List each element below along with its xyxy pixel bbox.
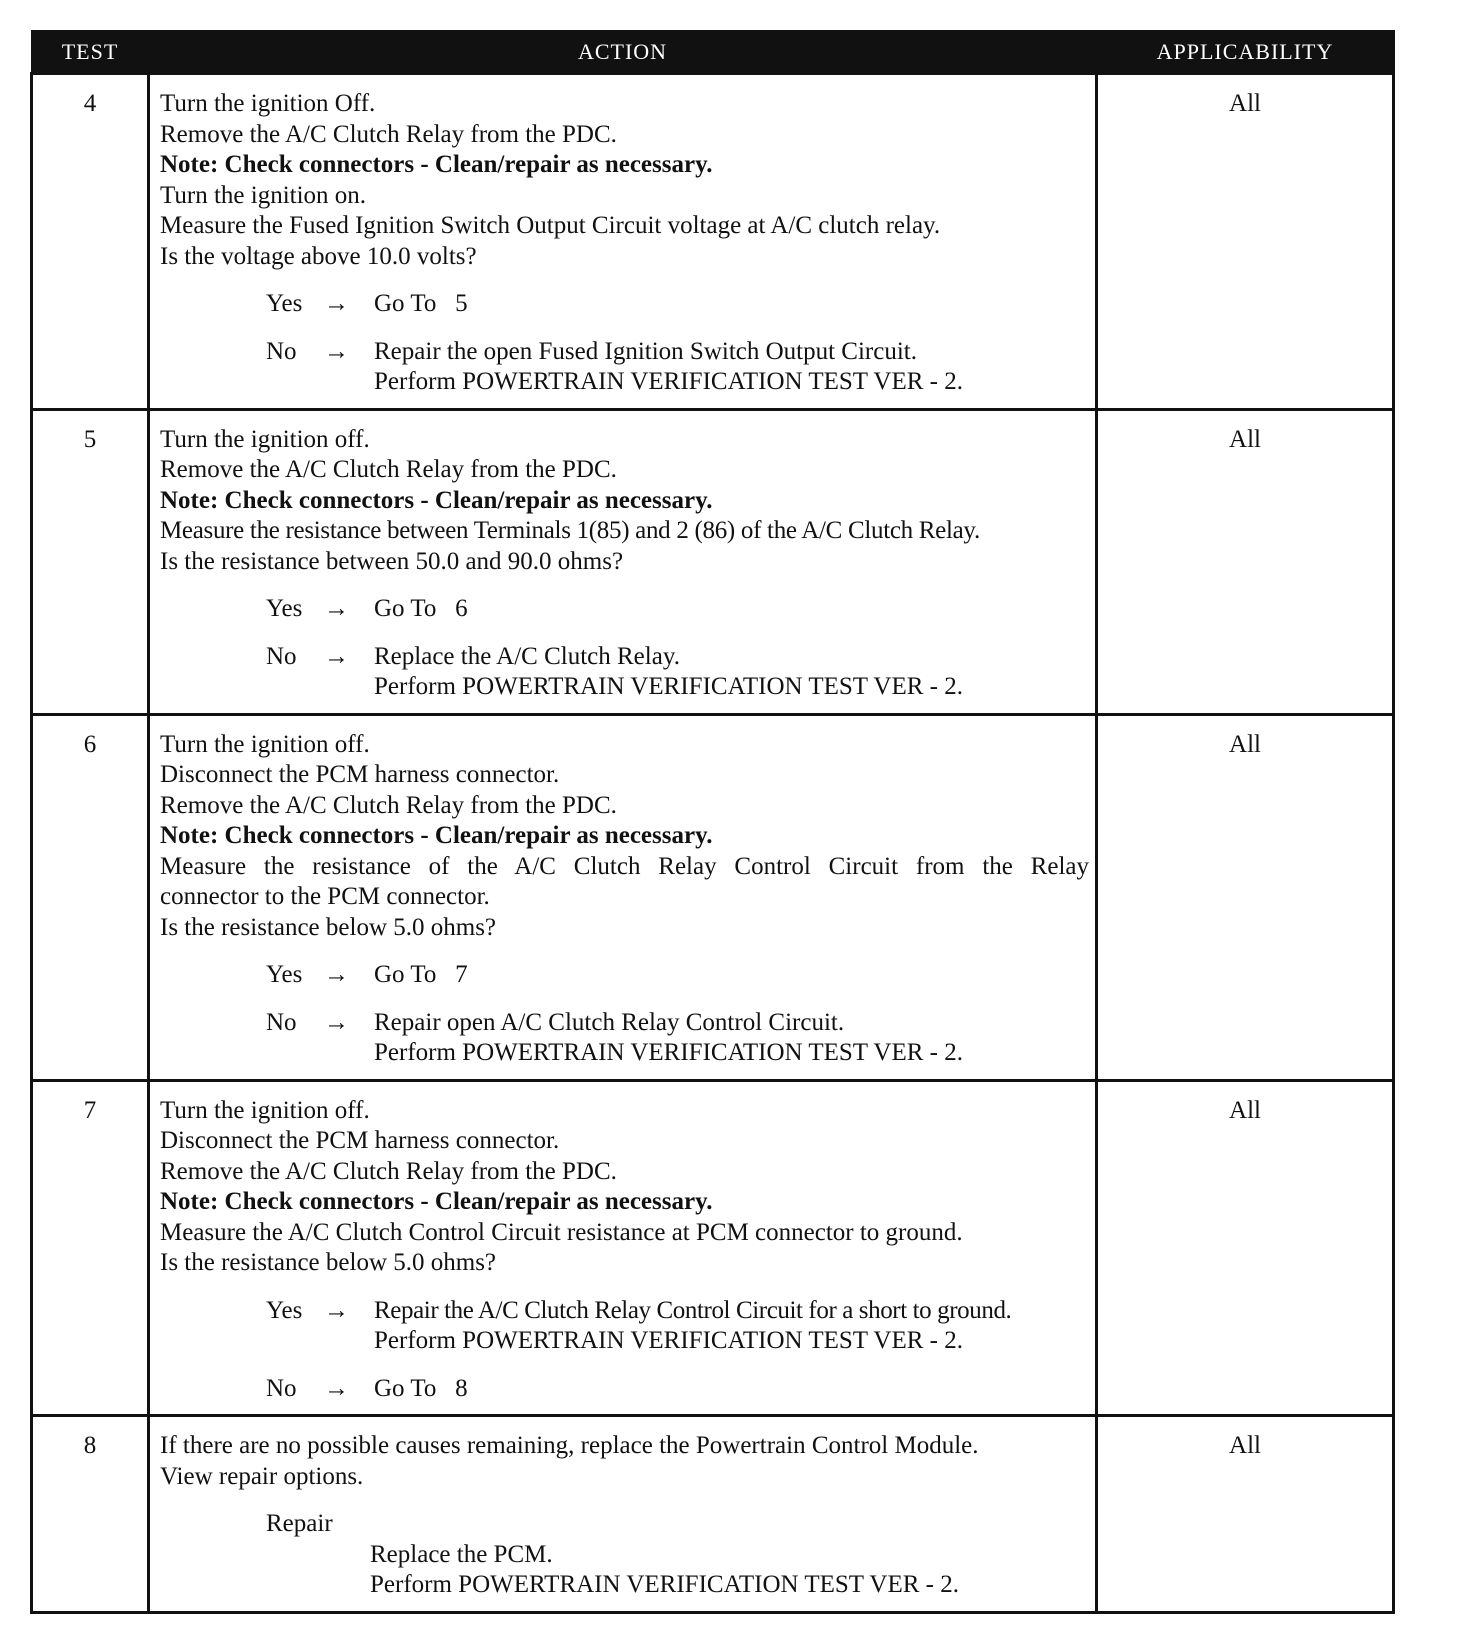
diagnostic-test-table [30, 30, 1395, 1614]
no-label: No [266, 1374, 297, 1402]
test-number: 6 [32, 714, 149, 1080]
action-line: Disconnect the PCM harness connector. [160, 1127, 560, 1154]
yes-result-line: Perform POWERTRAIN VERIFICATION TEST VER - 2. [374, 1327, 964, 1354]
action-cell [149, 74, 1097, 410]
arrow-icon: → [324, 1374, 349, 1402]
action-line: Turn the ignition off. [160, 425, 370, 453]
yes-label: Yes [266, 290, 303, 317]
repair-result-line: Replace the PCM. [370, 1540, 553, 1568]
action-line: Measure the resistance of the A/C Clutch Relay Control Circuit from the Relay [160, 852, 1089, 880]
repair-result-line: Perform POWERTRAIN VERIFICATION TEST VER - 2. [370, 1571, 960, 1598]
action-line: Measure the resistance between Terminals 1(85) and 2 (86) of the A/C Clutch Relay. [160, 517, 980, 544]
action-line: Remove the A/C Clutch Relay from the PDC. [160, 791, 617, 819]
table-row [32, 714, 1394, 1080]
test-number: 7 [32, 1080, 149, 1416]
no-label: No [266, 1008, 297, 1036]
action-line: Remove the A/C Clutch Relay from the PDC. [160, 120, 617, 148]
action-line: If there are no possible causes remaining, replace the Powertrain Control Module. [160, 1432, 979, 1459]
no-result-line: Perform POWERTRAIN VERIFICATION TEST VER - 2. [374, 368, 964, 395]
no-branch [266, 1374, 1089, 1405]
yes-result: Go To 7 [374, 961, 468, 988]
arrow-icon: → [324, 337, 349, 365]
arrow-icon: → [324, 290, 349, 317]
yes-label: Yes [266, 961, 303, 988]
yes-label: Yes [266, 595, 303, 622]
no-result-line: Replace the A/C Clutch Relay. [374, 642, 680, 670]
repair-label: Repair [266, 1510, 333, 1537]
arrow-icon: → [324, 1008, 349, 1036]
yes-branch [266, 289, 1089, 320]
action-line: Turn the ignition off. [160, 730, 370, 758]
action-line: Turn the ignition on. [160, 181, 367, 209]
action-line: Turn the ignition Off. [160, 90, 376, 117]
no-branch [266, 642, 1089, 703]
test-number: 5 [32, 409, 149, 714]
action-line: Measure the A/C Clutch Control Circuit resistance at PCM connector to ground. [160, 1218, 963, 1246]
no-result-line: Repair open A/C Clutch Relay Control Circuit. [374, 1008, 845, 1036]
no-result-line: Perform POWERTRAIN VERIFICATION TEST VER - 2. [374, 673, 964, 700]
applicability-cell: All [1097, 74, 1394, 410]
header-applicability: APPLICABILITY [1097, 31, 1394, 74]
note-line: Note: Check connectors - Clean/repair as necessary. [160, 1188, 713, 1215]
yes-result: Go To 6 [374, 595, 468, 622]
no-branch [266, 1008, 1089, 1069]
yes-branch [266, 960, 1089, 991]
arrow-icon: → [324, 961, 349, 988]
question-line: Is the resistance below 5.0 ohms? [160, 913, 497, 941]
table-row [32, 74, 1394, 410]
table-row [32, 1416, 1394, 1613]
header-test: TEST [32, 31, 149, 74]
arrow-icon: → [324, 595, 349, 622]
test-number: 4 [32, 74, 149, 410]
note-line: Note: Check connectors - Clean/repair as necessary. [160, 151, 713, 178]
action-line: Remove the A/C Clutch Relay from the PDC. [160, 1157, 617, 1185]
arrow-icon: → [324, 1296, 349, 1324]
action-cell [149, 714, 1097, 1080]
no-result [374, 337, 963, 398]
applicability-cell: All [1097, 409, 1394, 714]
yes-result-line: Repair the A/C Clutch Relay Control Circuit for a short to ground. [374, 1296, 1012, 1324]
no-result: Go To 8 [374, 1374, 468, 1402]
action-line: Measure the Fused Ignition Switch Output Circuit voltage at A/C clutch relay. [160, 212, 941, 239]
action-cell [149, 1080, 1097, 1416]
test-number: 8 [32, 1416, 149, 1613]
question-line: Is the voltage above 10.0 volts? [160, 242, 477, 270]
note-line: Note: Check connectors - Clean/repair as necessary. [160, 486, 713, 514]
yes-branch [266, 594, 1089, 625]
action-line: View repair options. [160, 1462, 364, 1490]
table-row [32, 1080, 1394, 1416]
no-branch [266, 337, 1089, 398]
note-line: Note: Check connectors - Clean/repair as necessary. [160, 822, 713, 849]
yes-label: Yes [266, 1296, 303, 1324]
no-label: No [266, 337, 297, 365]
action-line: Turn the ignition off. [160, 1096, 370, 1124]
no-result-line: Perform POWERTRAIN VERIFICATION TEST VER - 2. [374, 1039, 964, 1066]
table-header-row [32, 31, 1394, 74]
no-result [374, 642, 963, 703]
applicability-cell: All [1097, 714, 1394, 1080]
no-result [374, 1008, 963, 1069]
arrow-icon: → [324, 642, 349, 670]
no-result-line: Repair the open Fused Ignition Switch Output Circuit. [374, 337, 917, 365]
action-line: Remove the A/C Clutch Relay from the PDC. [160, 456, 617, 483]
applicability-cell: All [1097, 1416, 1394, 1613]
action-cell [149, 1416, 1097, 1613]
yes-result [374, 1296, 1011, 1357]
yes-result: Go To 5 [374, 290, 468, 317]
no-label: No [266, 642, 297, 670]
action-line: connector to the PCM connector. [160, 883, 490, 910]
yes-branch [266, 1296, 1089, 1357]
header-action: ACTION [149, 31, 1097, 74]
action-cell [149, 409, 1097, 714]
applicability-cell: All [1097, 1080, 1394, 1416]
action-line: Disconnect the PCM harness connector. [160, 761, 560, 788]
table-row [32, 409, 1394, 714]
question-line: Is the resistance between 50.0 and 90.0 ohms? [160, 547, 624, 575]
question-line: Is the resistance below 5.0 ohms? [160, 1249, 497, 1276]
